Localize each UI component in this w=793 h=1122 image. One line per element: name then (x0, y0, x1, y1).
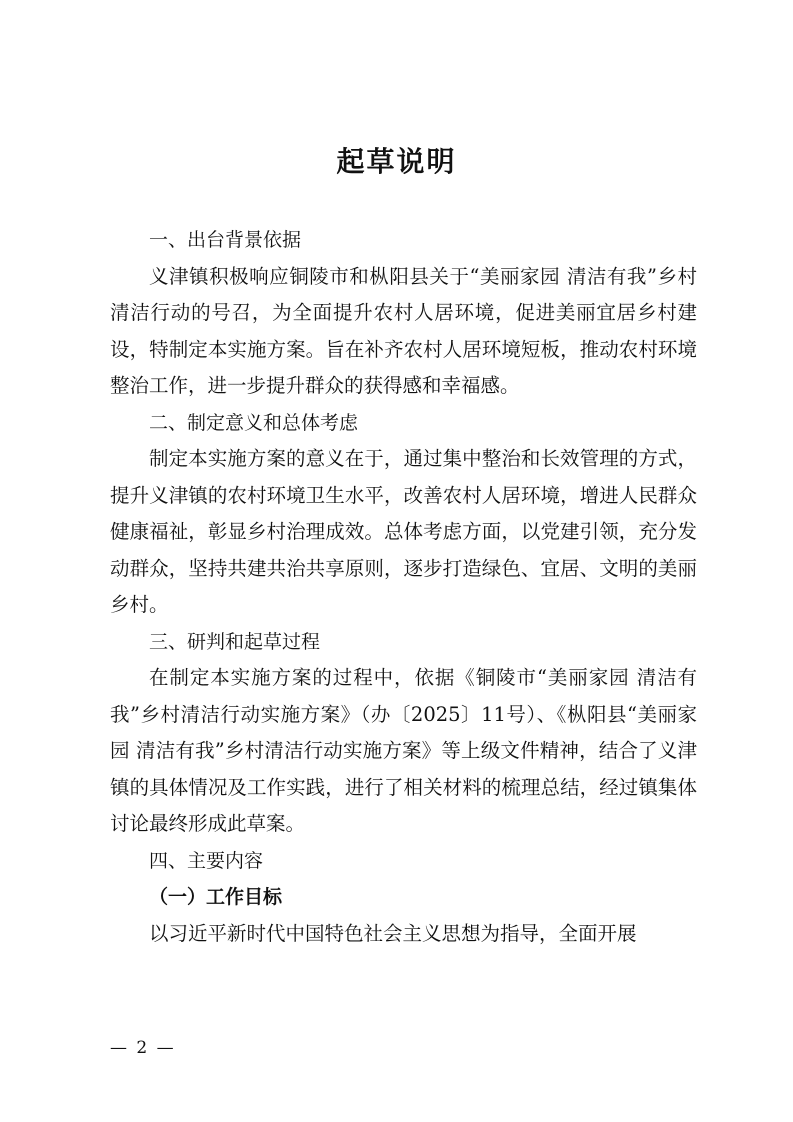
document-title: 起草说明 (336, 145, 457, 178)
section-3-paragraph: 在制定本实施方案的过程中，依据《铜陵市“美丽家园 清洁有我”乡村清洁行动实施方案》（办〔2025〕11号）、《枞阳县“美丽家园 清洁有我”乡村清洁行动实施方案》等上级文件精神，结合了义津镇的具体情况及工作实践，进行了相关材料的梳理总结，经过镇集体讨论最终形成此草案。 (110, 666, 697, 835)
section-1-heading: 一、出台背景依据 (149, 229, 302, 251)
section-4-paragraph: 以习近平新时代中国特色社会主义思想为指导，全面开展 (149, 921, 637, 945)
page-number: — 2 — (110, 1038, 176, 1058)
section-3-heading: 三、研判和起草过程 (149, 630, 321, 653)
section-4-subheading: （一）工作目标 (149, 886, 283, 908)
section-1-paragraph: 义津镇积极响应铜陵市和枞阳县关于“美丽家园 清洁有我”乡村清洁行动的号召，为全面提升农村人居环境，促进美丽宜居乡村建设，特制定本实施方案。旨在补齐农村人居环境短板，推动农村环境整治工作，进一步提升群众的获得感和幸福感。 (110, 264, 697, 397)
section-4-heading: 四、主要内容 (149, 849, 264, 872)
document-body (110, 222, 697, 952)
section-2-heading: 二、制定意义和总体考虑 (149, 411, 359, 434)
section-2-paragraph: 制定本实施方案的意义在于，通过集中整治和长效管理的方式，提升义津镇的农村环境卫生水平，改善农村人居环境，增进人民群众健康福祉，彰显乡村治理成效。总体考虑方面，以党建引领，充分发动群众，坚持共建共治共享原则，逐步打造绿色、宜居、文明的美丽乡村。 (110, 447, 697, 616)
